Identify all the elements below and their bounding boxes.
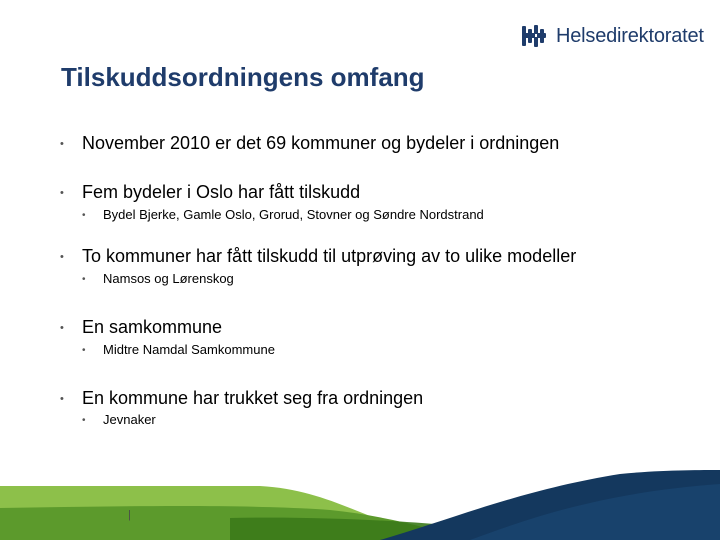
sub-bullet-item [82, 342, 275, 357]
logo [520, 22, 704, 50]
bullet-item [60, 388, 423, 409]
bullet-text: November 2010 er det 69 kommuner og bydeler i ordningen [82, 133, 560, 153]
bullet-icon: • [60, 322, 64, 335]
sub-bullet-icon: • [82, 415, 86, 427]
bullet-item [60, 182, 360, 203]
sub-bullet-item [82, 271, 234, 286]
sub-bullet-text: Jevnaker [103, 412, 156, 427]
bullet-item [60, 246, 576, 267]
bullet-item [60, 317, 222, 338]
sub-bullet-icon: • [82, 210, 86, 222]
bullet-icon: • [60, 138, 64, 151]
sub-bullet-item [82, 207, 484, 222]
slide-title: Tilskuddsordningens omfang [61, 62, 425, 92]
bullet-text: En samkommune [82, 317, 223, 337]
sub-bullet-icon: • [82, 345, 86, 357]
sub-bullet-icon: • [82, 274, 86, 286]
bullet-item [60, 133, 559, 154]
bullet-text: To kommuner har fått tilskudd til utprøving av to ulike modeller [82, 246, 577, 266]
helsedirektoratet-logo-icon [520, 23, 550, 49]
sub-bullet-text: Midtre Namdal Samkommune [103, 342, 275, 357]
bullet-text: Fem bydeler i Oslo har fått tilskudd [82, 182, 361, 202]
sub-bullet-text: Namsos og Lørenskog [103, 271, 234, 286]
bullet-icon: • [60, 251, 64, 264]
sub-bullet-item [82, 412, 156, 427]
logo-text: Helsedirektoratet [556, 24, 704, 47]
bullet-icon: • [60, 393, 64, 406]
page-mark: | [128, 509, 131, 521]
sub-bullet-text: Bydel Bjerke, Gamle Oslo, Grorud, Stovner og Søndre Nordstrand [103, 207, 484, 222]
bullet-text: En kommune har trukket seg fra ordningen [82, 388, 424, 408]
bullet-icon: • [60, 187, 64, 200]
footer-band [0, 470, 720, 540]
